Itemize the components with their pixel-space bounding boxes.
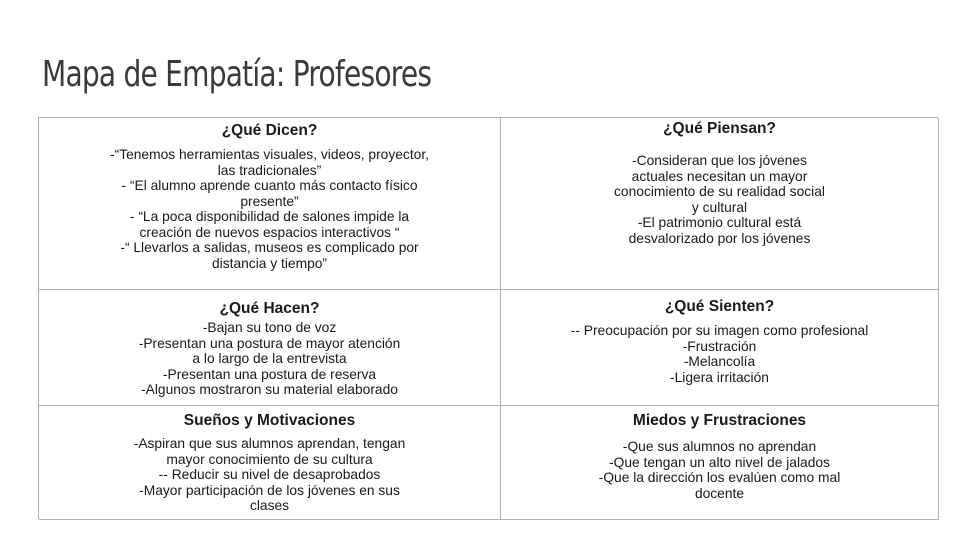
quadrant-line: - “El alumno aprende cuanto más contacto físico	[121, 178, 418, 193]
quadrant-line: -Presentan una postura de reserva	[162, 366, 377, 382]
quadrant-line: -- Reducir su nivel de desaprobados	[158, 467, 381, 482]
quadrant-heading: ¿Qué Hacen?	[219, 300, 320, 317]
quadrant-line: - “La poca disponibilidad de salones impide la	[129, 209, 410, 224]
quadrant-heading: Sueños y Motivaciones	[183, 412, 356, 429]
empathy-map-grid	[38, 117, 938, 519]
quadrant-line: -- Preocupación por su imagen como profesional	[570, 323, 869, 338]
quadrant-line: -“Tenemos herramientas visuales, videos, proyector,	[110, 147, 429, 162]
quadrant-que-piensan	[501, 118, 939, 290]
quadrant-line: clases	[249, 498, 290, 513]
quadrant-line: docente	[694, 485, 745, 501]
quadrant-line: -“ Llevarlos a salidas, museos es complicado por	[120, 240, 419, 255]
quadrant-line: las tradicionales”	[217, 162, 322, 178]
quadrant-line: creación de nuevos espacios interactivos “	[139, 224, 400, 240]
quadrant-line: -Que la dirección los evalúen como mal	[598, 470, 841, 485]
quadrant-que-sienten	[501, 290, 939, 406]
quadrant-line: mayor conocimiento de su cultura	[166, 451, 373, 467]
quadrant-heading: ¿Qué Dicen?	[221, 122, 318, 139]
quadrant-line: distancia y tiempo”	[211, 255, 328, 271]
quadrant-heading: ¿Qué Sienten?	[664, 298, 775, 315]
quadrant-line: desvalorizado por los jóvenes	[628, 230, 811, 246]
quadrant-line: -Que tengan un alto nivel de jalados	[609, 454, 830, 470]
quadrant-line: -Mayor participación de los jóvenes en sus	[139, 482, 400, 498]
slide-title: Mapa de Empatía: Profesores	[42, 54, 432, 95]
quadrant-line: -Bajan su tono de voz	[202, 320, 337, 335]
quadrant-line: presente”	[240, 193, 299, 209]
quadrant-line: conocimiento de su realidad social	[614, 184, 825, 199]
quadrant-line: -Ligera irritación	[670, 369, 769, 385]
quadrant-heading: Miedos y Frustraciones	[632, 412, 807, 429]
quadrant-line: -El patrimonio cultural está	[637, 215, 802, 230]
quadrant-line: -Algunos mostraron su material elaborado	[141, 382, 398, 397]
quadrant-line: -Que sus alumnos no aprendan	[622, 439, 817, 454]
quadrant-line: -Presentan una postura de mayor atención	[138, 335, 401, 351]
quadrant-line: actuales necesitan un mayor	[631, 168, 808, 184]
quadrant-line: y cultural	[691, 199, 748, 215]
quadrant-line: -Consideran que los jóvenes	[632, 153, 807, 168]
quadrant-suenos-motivaciones	[39, 406, 501, 520]
quadrant-line: -Melancolía	[683, 354, 756, 369]
quadrant-line: -Frustración	[682, 338, 757, 354]
quadrant-que-hacen	[39, 290, 501, 406]
quadrant-que-dicen	[39, 118, 501, 290]
quadrant-line: a lo largo de la entrevista	[192, 351, 347, 366]
quadrant-miedos-frustraciones	[501, 406, 939, 520]
quadrant-heading: ¿Qué Piensan?	[663, 120, 776, 137]
quadrant-line: -Aspiran que sus alumnos aprendan, tengan	[133, 436, 406, 451]
